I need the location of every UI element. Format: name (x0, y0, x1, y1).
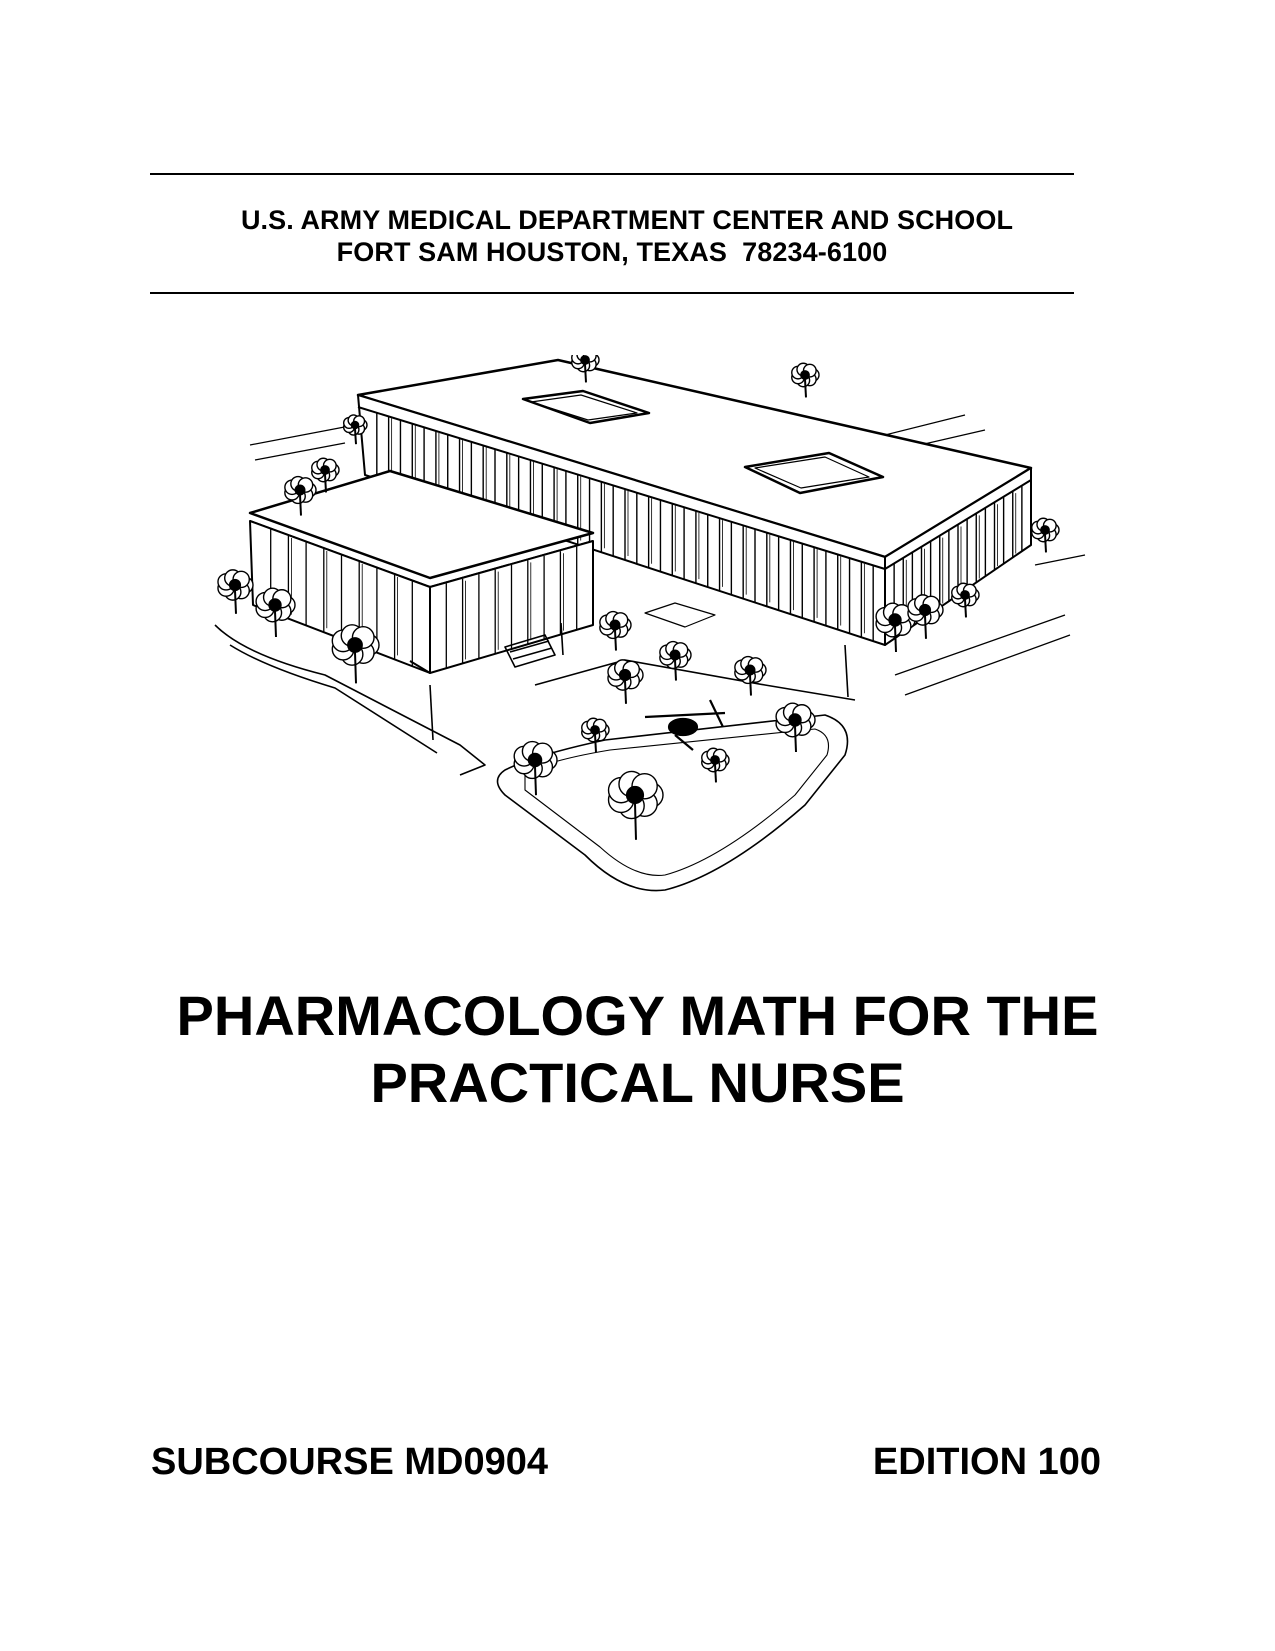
edition-label: EDITION 100 (872, 1441, 1101, 1483)
institution-header (150, 204, 1074, 268)
title-line-2: PRACTICAL NURSE (370, 1051, 905, 1114)
institution-address: FORT SAM HOUSTON, TEXAS 78234-6100 (336, 237, 888, 267)
document-title (100, 982, 1175, 1116)
subcourse-label: SUBCOURSE MD0904 (151, 1441, 548, 1483)
header-top-rule (150, 173, 1074, 175)
title-line-1: PHARMACOLOGY MATH FOR THE (176, 984, 1099, 1047)
building-illustration (205, 355, 1125, 935)
institution-name: U.S. ARMY MEDICAL DEPARTMENT CENTER AND SCHOOL (240, 205, 1014, 235)
header-bottom-rule (150, 292, 1074, 294)
